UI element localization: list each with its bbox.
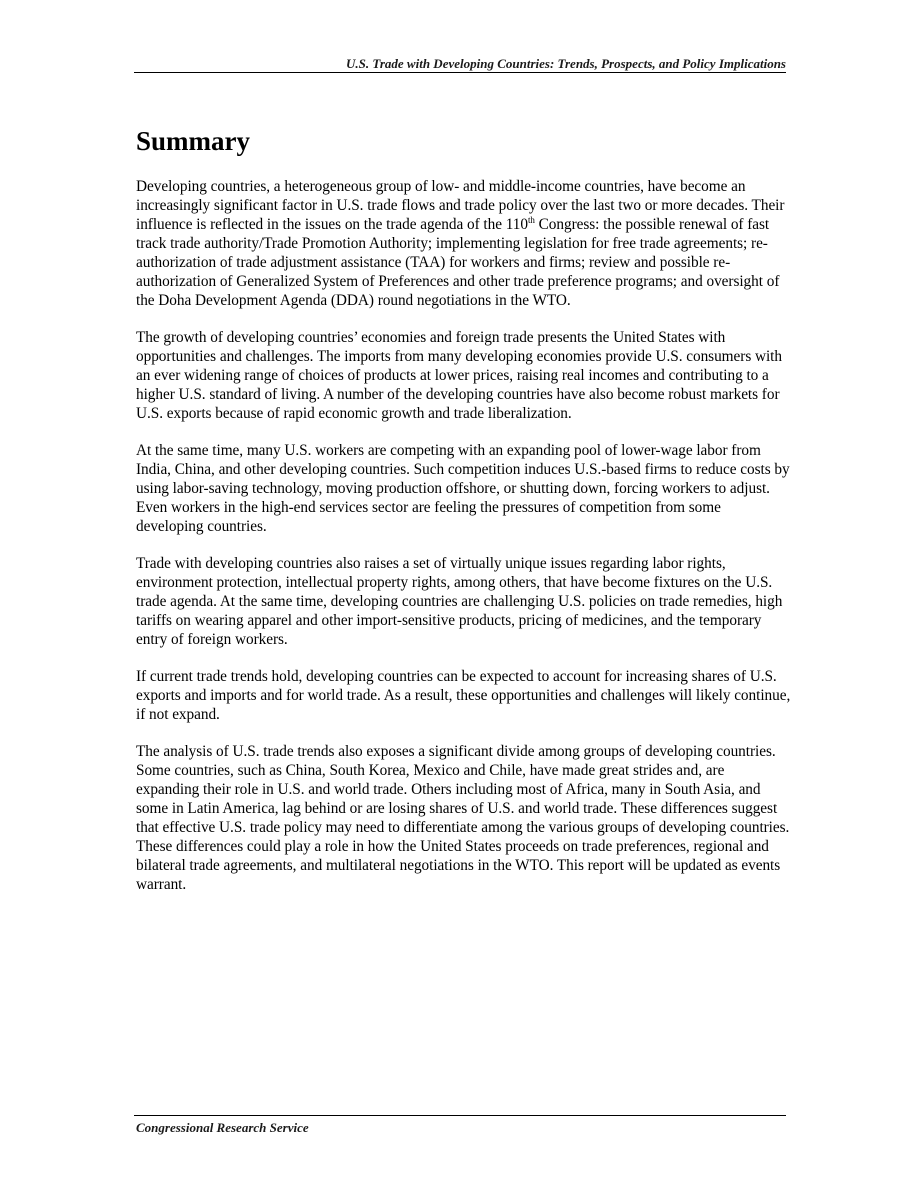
running-header-title: U.S. Trade with Developing Countries: Trends, Prospects, and Policy Implications — [346, 56, 786, 71]
header-divider — [134, 72, 786, 73]
paragraph-6: The analysis of U.S. trade trends also exposes a significant divide among groups of developing countries. Some countries, such as China, South Korea, Mexico and Chile, have made great strides and, are expanding their role in U.S. and world trade. Others including most of Africa, many in South Asia, and some in Latin America, lag behind or are losing shares of U.S. and world trade. These differences suggest that effective U.S. trade policy may need to differentiate among the various groups of developing countries. These differences could play a role in how the United States proceeds on trade preferences, regional and bilateral trade agreements, and multilateral negotiations in the WTO. This report will be updated as events warrant. — [136, 743, 790, 893]
paragraph-4: Trade with developing countries also raises a set of virtually unique issues regarding labor rights, environment protection, intellectual property rights, among others, that have become fixtures on the U.S. trade agenda. At the same time, developing countries are challenging U.S. policies on trade remedies, high tariffs on wearing apparel and other import-sensitive products, pricing of medicines, and the temporary entry of foreign workers. — [136, 555, 783, 648]
section-heading: Summary — [136, 126, 250, 156]
paragraph-1-text-b: Congress: the possible renewal of fast track trade authority/Trade Promotion Authority; implementing legislation for free trade agreements; re-authorization of trade adjustment assistance (TAA) for workers and firms; review and possible re-authorization of Generalized System of Preferences and other trade preference programs; and oversight of the Doha Development Agenda (DDA) round negotiations in the WTO. — [136, 216, 780, 309]
summary-body — [136, 177, 791, 912]
paragraph-2: The growth of developing countries’ economies and foreign trade presents the United States with opportunities and challenges. The imports from many developing economies provide U.S. consumers with an ever widening range of choices of products at lower prices, raising real incomes and contributing to a higher U.S. standard of living. A number of the developing countries have also become robust markets for U.S. exports because of rapid economic growth and trade liberalization. — [136, 329, 782, 422]
paragraph-3: At the same time, many U.S. workers are competing with an expanding pool of lower-wage labor from India, China, and other developing countries. Such competition induces U.S.-based firms to reduce costs by using labor-saving technology, moving production offshore, or shutting down, forcing workers to adjust. Even workers in the high-end services sector are feeling the pressures of competition from some developing countries. — [136, 442, 790, 535]
running-footer-organization: Congressional Research Service — [136, 1120, 309, 1135]
ordinal-suffix: th — [527, 215, 535, 225]
footer-divider — [134, 1115, 786, 1116]
paragraph-1 — [136, 177, 791, 310]
paragraph-1-text-a: Developing countries, a heterogeneous group of low- and middle-income countries, have become an increasingly significant factor in U.S. trade flows and trade policy over the last two or more decades. Their influence is reflected in the issues on the trade agenda of the 110 — [136, 178, 785, 233]
paragraph-5: If current trade trends hold, developing countries can be expected to account for increasing shares of U.S. exports and imports and for world trade. As a result, these opportunities and challenges will likely continue, if not expand. — [136, 668, 791, 723]
